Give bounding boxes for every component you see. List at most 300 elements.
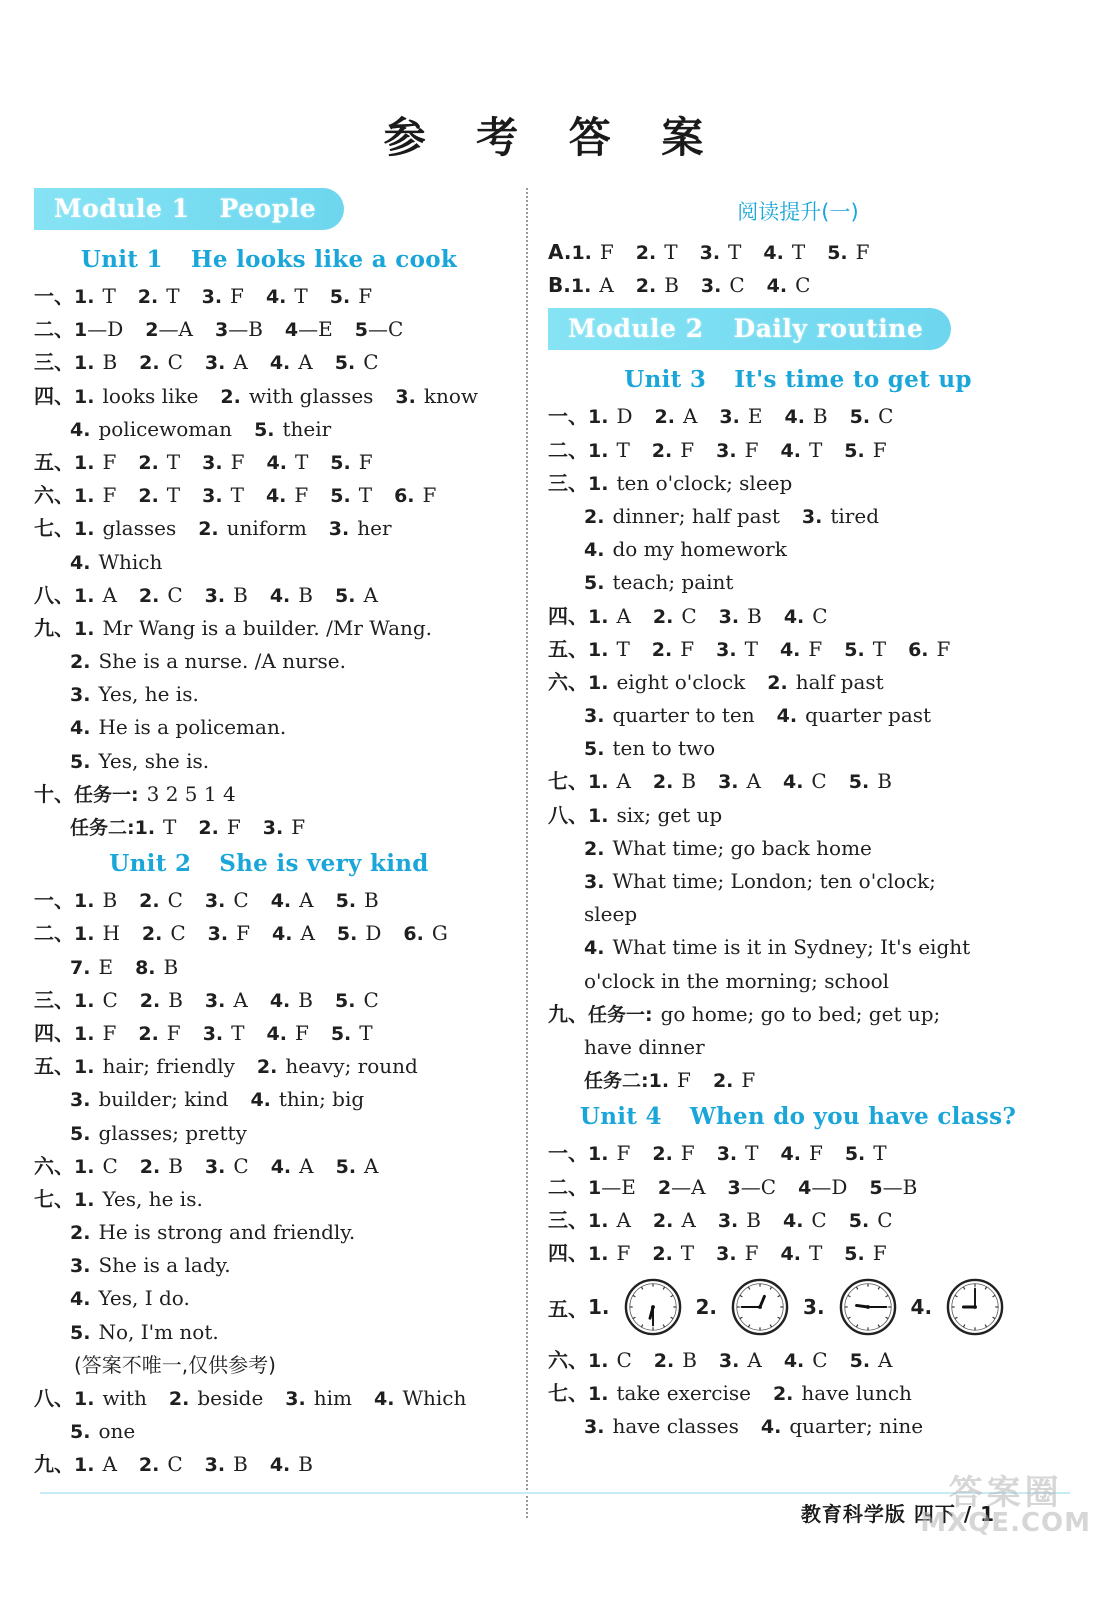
answer-number: 3.: [204, 989, 226, 1012]
answer-number: 4: [798, 1176, 812, 1199]
answer-value: quarter; nine: [789, 1414, 924, 1439]
answer-item: [636, 273, 679, 297]
answer-number: 5.: [584, 738, 605, 761]
answer-number: 4.: [760, 1416, 782, 1439]
answer-number: 4.: [250, 1089, 271, 1112]
answer-number: 1.: [588, 406, 609, 429]
answer-item: [658, 1175, 706, 1199]
answer-number: 1.: [74, 1454, 95, 1477]
answer-number: 5.: [329, 286, 351, 308]
answer-item: [713, 1068, 755, 1092]
answer-number: 3.: [202, 451, 223, 474]
answer-value: F: [680, 1141, 695, 1166]
answer-value: B: [664, 273, 679, 298]
reading-heading: 阅读提升(一): [737, 200, 859, 224]
answer-item: [70, 815, 176, 839]
answer-value: F: [294, 1020, 309, 1045]
answer-value: dinner; half past: [612, 503, 780, 528]
answer-item: [773, 1381, 912, 1405]
answer-value: A: [233, 987, 248, 1012]
answer-item: [266, 450, 308, 474]
answer-value: A: [298, 350, 313, 375]
answer-item: [653, 769, 696, 793]
answer-value: C: [167, 888, 183, 913]
answer-number: 4.: [269, 989, 291, 1012]
answer-number: 5.: [844, 638, 865, 661]
answer-value: —C: [367, 317, 404, 342]
answer-item: [266, 284, 308, 308]
answer-item: [719, 404, 762, 428]
answer-row: [548, 633, 1048, 666]
answer-number: 5.: [844, 1242, 865, 1265]
answer-value: T: [728, 240, 742, 264]
answer-item: [74, 1386, 147, 1410]
answer-number: 2.: [70, 1222, 91, 1245]
answer-number: 2.: [198, 817, 219, 839]
answer-item: [783, 769, 827, 793]
answer-row: [34, 413, 504, 446]
answer-number: 5.: [70, 1122, 91, 1145]
footer-edition: 教育科学版 四下 / 1: [800, 1502, 995, 1526]
answer-value: C: [102, 987, 118, 1012]
unit-4-answers: [548, 1137, 1048, 1270]
answer-number: 2.: [635, 242, 657, 264]
answer-item: [869, 1175, 917, 1199]
answer-item: [588, 471, 792, 495]
answer-number: 4.: [272, 923, 293, 946]
answer-value: C: [233, 1153, 249, 1178]
answer-item: [802, 504, 879, 528]
answer-value: looks like: [102, 383, 199, 408]
unit-3-answers: [548, 400, 1048, 1097]
answer-value: policewoman: [98, 416, 233, 441]
answer-number: 3.: [202, 1022, 224, 1045]
answer-item: [394, 483, 436, 507]
answer-number: 2.: [138, 485, 159, 508]
answer-value: glasses: [102, 516, 177, 541]
answer-item: [784, 604, 828, 628]
answer-item: [70, 682, 199, 706]
column-divider: [526, 188, 528, 1518]
answer-row: [34, 1249, 504, 1282]
answer-item: [636, 240, 678, 264]
answer-row: [548, 965, 1048, 998]
answer-row: [34, 1415, 504, 1448]
answer-row: [548, 269, 1048, 302]
answer-item: [584, 570, 733, 594]
answer-value: tired: [830, 503, 879, 528]
answer-value: thin; big: [278, 1087, 365, 1112]
answer-number: 1: [588, 1176, 602, 1199]
answer-number: 4.: [70, 418, 91, 441]
answer-value: C: [363, 350, 379, 375]
answer-value: their: [282, 416, 332, 441]
answer-row: [548, 566, 1048, 599]
answer-number: 4.: [780, 1143, 801, 1166]
answer-value: What time; London; ten o'clock;: [612, 869, 936, 893]
question-label: 二、: [34, 317, 74, 342]
answer-item: [844, 438, 886, 462]
question-label: 一、: [34, 888, 74, 913]
answer-value: C: [363, 987, 379, 1012]
answer-item: [588, 803, 722, 827]
answer-item: [70, 715, 286, 739]
answer-value: B: [364, 888, 379, 913]
answer-item: [74, 516, 176, 540]
answer-number: 3.: [204, 890, 226, 913]
answer-value: F: [741, 1068, 756, 1093]
answer-value: F: [872, 1240, 887, 1265]
answer-row: [34, 1282, 504, 1315]
answer-item: [844, 637, 886, 661]
answer-item: [330, 284, 372, 308]
answer-item: [254, 417, 331, 441]
answer-item: [205, 350, 248, 374]
answer-value: C: [681, 603, 697, 628]
answer-item: [335, 350, 379, 374]
answer-number: 4.: [782, 1209, 804, 1232]
answer-number: 任务一:: [74, 783, 139, 806]
answer-row: [34, 380, 504, 413]
answer-row: [34, 884, 504, 917]
answer-item: [74, 384, 198, 408]
answer-value: H: [102, 921, 120, 946]
answer-number: 2.: [652, 771, 674, 794]
answer-value: C: [729, 273, 745, 298]
page-title: 参 考 答 案: [383, 113, 722, 162]
answer-value: with: [102, 1386, 147, 1410]
question-label: 二、: [548, 1174, 588, 1199]
question-label: 七、: [548, 1381, 588, 1406]
answer-item: [70, 749, 209, 773]
answer-value: F: [680, 437, 695, 462]
answer-item: [270, 1452, 313, 1476]
answer-value: B: [163, 954, 179, 979]
question-label: 三、: [34, 987, 74, 1012]
answer-value: A: [599, 273, 614, 298]
answer-item: [571, 273, 614, 297]
answer-number: 2.: [139, 890, 160, 913]
answer-item: [70, 1220, 355, 1244]
answer-row: [548, 467, 1048, 500]
answer-number: 3.: [204, 1155, 226, 1178]
unit-4-answers-b: [548, 1344, 1048, 1444]
answer-row: [548, 799, 1048, 832]
answer-number: 7.: [70, 956, 91, 979]
answer-value: Yes, I do.: [98, 1286, 190, 1311]
answer-value: F: [855, 240, 870, 264]
answer-value: F: [226, 815, 241, 839]
answer-row: [34, 711, 504, 744]
answer-value: quarter past: [805, 703, 932, 728]
answer-row: [548, 832, 1048, 865]
answer-value: T: [358, 483, 373, 508]
answer-number: 5.: [584, 572, 605, 595]
answer-number: 1.: [74, 923, 95, 946]
footer-rule: [40, 1492, 1070, 1494]
answer-value: —D: [811, 1174, 848, 1199]
answer-value: Which: [98, 549, 163, 574]
answer-value: A: [299, 1153, 314, 1178]
answer-number: 1.: [588, 671, 609, 694]
answer-item: [70, 955, 113, 979]
answer-row: [548, 1171, 1048, 1204]
answer-item: [784, 404, 827, 428]
answer-value: T: [230, 483, 244, 508]
question-label: 五、: [548, 636, 588, 661]
answer-number: 2.: [139, 989, 161, 1012]
answer-item: [169, 1386, 263, 1410]
answer-value: T: [873, 1141, 887, 1166]
answer-row: [548, 500, 1048, 533]
answer-item: [202, 483, 244, 507]
answer-number: 1.: [74, 286, 95, 308]
answer-item: [716, 637, 758, 661]
answer-item: [74, 988, 118, 1012]
answer-number: 5.: [844, 1143, 866, 1166]
answer-value: him: [313, 1386, 352, 1410]
answer-item: [767, 273, 811, 297]
answer-number: 3.: [716, 638, 737, 661]
unit-2-answers: [34, 884, 504, 1349]
answer-row: [548, 898, 1048, 931]
answer-row: [34, 951, 504, 984]
answer-value: hair; friendly: [102, 1054, 235, 1079]
answer-item: [330, 450, 372, 474]
question-label: 五、: [34, 1054, 74, 1079]
answer-number: 2.: [138, 1022, 159, 1045]
answer-number: 2.: [141, 923, 163, 946]
answer-number: 5.: [70, 750, 91, 773]
answer-value: F: [872, 437, 887, 462]
question-label: 四、: [34, 383, 74, 408]
answer-value: A: [102, 582, 117, 607]
answer-number: 1.: [74, 385, 95, 408]
answer-value: T: [102, 284, 116, 308]
answer-number: 1.: [570, 275, 592, 298]
answer-value: —A: [158, 317, 193, 342]
answer-row: [34, 1117, 504, 1150]
module-1-title: People: [219, 194, 317, 223]
answer-item: [571, 240, 613, 264]
answer-number: 2.: [772, 1383, 794, 1406]
answer-number: 4.: [269, 1454, 291, 1477]
answer-number: 5.: [848, 771, 870, 794]
answer-row: [34, 512, 504, 545]
answer-number: 5.: [330, 1022, 352, 1045]
answer-row: [548, 699, 1048, 732]
answer-row: [548, 400, 1048, 433]
answer-number: 2.: [138, 584, 160, 607]
answer-number: 3.: [718, 605, 740, 628]
answer-number: 3.: [716, 1143, 738, 1166]
answer-value: Yes, she is.: [98, 748, 210, 773]
answer-item: [337, 921, 382, 945]
unit-1-heading: Unit 1 He looks like a cook: [80, 246, 458, 273]
answer-value: Yes, he is.: [98, 682, 199, 707]
answer-number: 任务一:: [588, 1003, 653, 1026]
answer-item: [584, 1035, 705, 1059]
answer-item: [584, 703, 755, 727]
answer-number: 1.: [74, 518, 95, 541]
answer-item: [850, 1348, 893, 1372]
answer-item: [654, 1348, 697, 1372]
clock-icon-2: [731, 1278, 789, 1336]
answer-item: [784, 1348, 828, 1372]
answer-row: [34, 446, 504, 479]
answer-number: 3: [214, 319, 229, 342]
answer-item: [827, 240, 869, 264]
answer-item: [588, 1002, 940, 1026]
answer-number: 1.: [74, 1155, 95, 1178]
answer-number: 4.: [766, 275, 788, 298]
answer-item: [272, 921, 315, 945]
answer-number: 3.: [718, 771, 739, 794]
answer-number: 5.: [330, 451, 351, 474]
answer-value: beside: [197, 1386, 264, 1410]
answer-item: [700, 240, 742, 264]
answer-value: T: [166, 284, 180, 308]
answer-row: [34, 1050, 504, 1083]
answer-item: [74, 1187, 203, 1211]
answer-item: [140, 1154, 183, 1178]
answer-number: 2.: [654, 406, 675, 429]
answer-item: [403, 921, 447, 945]
answer-item: [588, 1175, 636, 1199]
answer-row: [34, 984, 504, 1017]
left-column: [34, 188, 504, 1482]
clock-num-2: 2.: [695, 1295, 718, 1320]
answer-row: [34, 917, 504, 950]
answer-row: [548, 434, 1048, 467]
answer-value: T: [616, 636, 630, 661]
answer-number: 1.: [74, 352, 95, 375]
answer-item: [767, 670, 883, 694]
answer-number: 3.: [716, 1242, 737, 1265]
answer-value: have lunch: [801, 1381, 912, 1406]
answer-number: 3.: [201, 286, 223, 308]
answer-value: teach; paint: [612, 570, 734, 595]
answer-number: 5.: [70, 1321, 91, 1344]
answer-number: 5.: [334, 989, 356, 1012]
answer-number: 2.: [767, 671, 788, 694]
answer-value: uniform: [226, 516, 307, 541]
answer-item: [584, 869, 936, 893]
answer-item: [908, 637, 950, 661]
answer-number: 1.: [571, 242, 592, 264]
answer-number: 3.: [584, 1416, 605, 1439]
answer-item: [74, 284, 116, 308]
answer-number: 5.: [254, 418, 275, 441]
answer-item: [139, 350, 183, 374]
answer-number: 2.: [651, 439, 673, 462]
answer-value: T: [231, 1020, 245, 1045]
answer-value: A: [682, 404, 698, 429]
question-label: 八、: [548, 802, 588, 827]
answer-value: B: [682, 1348, 697, 1373]
answer-number: 1.: [588, 771, 609, 794]
answer-value: Mr Wang is a builder. /Mr Wang.: [102, 615, 433, 640]
answer-value: T: [664, 240, 678, 264]
answer-number: 2.: [70, 651, 91, 674]
answer-value: C: [811, 1207, 827, 1232]
answer-number: 1.: [588, 1383, 609, 1406]
answer-number: 3.: [285, 1388, 306, 1410]
answer-item: [74, 921, 120, 945]
answer-row: [548, 666, 1048, 699]
answer-value: —B: [228, 317, 263, 342]
answer-number: 3: [727, 1176, 741, 1199]
answer-value: E: [98, 954, 114, 979]
answer-row: [548, 533, 1048, 566]
question-label: 一、: [548, 1141, 588, 1166]
answer-number: 2: [145, 319, 159, 342]
answer-value: B: [298, 1452, 313, 1477]
answer-value: have dinner: [584, 1034, 705, 1059]
answer-number: 1.: [588, 804, 609, 827]
answer-value: with glasses: [248, 383, 374, 408]
answer-value: T: [166, 449, 181, 474]
answer-item: [138, 483, 180, 507]
answer-number: 4.: [783, 1350, 805, 1373]
answer-item: [763, 240, 805, 264]
answer-value: C: [167, 350, 183, 375]
answer-value: F: [744, 1240, 759, 1265]
answer-number: 2.: [198, 518, 219, 541]
answer-row: [548, 1344, 1048, 1377]
answer-value: C: [795, 273, 811, 298]
answer-value: go home; go to bed; get up;: [660, 1001, 941, 1026]
answer-item: [70, 1253, 231, 1277]
answer-item: [70, 649, 346, 673]
answer-value: B: [168, 987, 183, 1012]
answer-item: [74, 1154, 118, 1178]
answer-item: [198, 516, 307, 540]
unit-2-heading: Unit 2 She is very kind: [109, 850, 429, 878]
answer-item: [285, 1386, 352, 1410]
answer-value: T: [872, 636, 887, 661]
answer-item: [140, 988, 183, 1012]
answer-number: 1.: [588, 1143, 609, 1166]
answer-item: [138, 284, 180, 308]
answer-value: B: [168, 1153, 183, 1178]
answer-row: [34, 546, 504, 579]
reading-answers: [548, 236, 1048, 302]
answer-number: 1.: [74, 890, 95, 913]
answer-item: [250, 1087, 364, 1111]
answer-item: [584, 1414, 739, 1438]
answer-number: 3.: [584, 705, 605, 728]
question-label: 九、: [34, 1452, 74, 1477]
answer-item: [74, 483, 116, 507]
answer-number: 4.: [783, 605, 805, 628]
answer-number: 2.: [168, 1388, 190, 1410]
answer-number: 3.: [719, 406, 740, 429]
answer-item: [70, 1087, 228, 1111]
answer-value: G: [431, 921, 448, 946]
answer-value: B: [233, 1452, 248, 1477]
answer-value: C: [812, 603, 828, 628]
answer-value: T: [808, 437, 823, 462]
answer-value: know: [423, 383, 479, 408]
answer-item: [139, 888, 183, 912]
answer-value: B: [877, 769, 892, 794]
clock-icon-1: [624, 1278, 682, 1336]
answer-number: 任务二:1.: [70, 817, 156, 839]
answer-number: 4.: [269, 584, 291, 607]
answer-value: D: [616, 404, 633, 429]
answer-item: [74, 450, 116, 474]
